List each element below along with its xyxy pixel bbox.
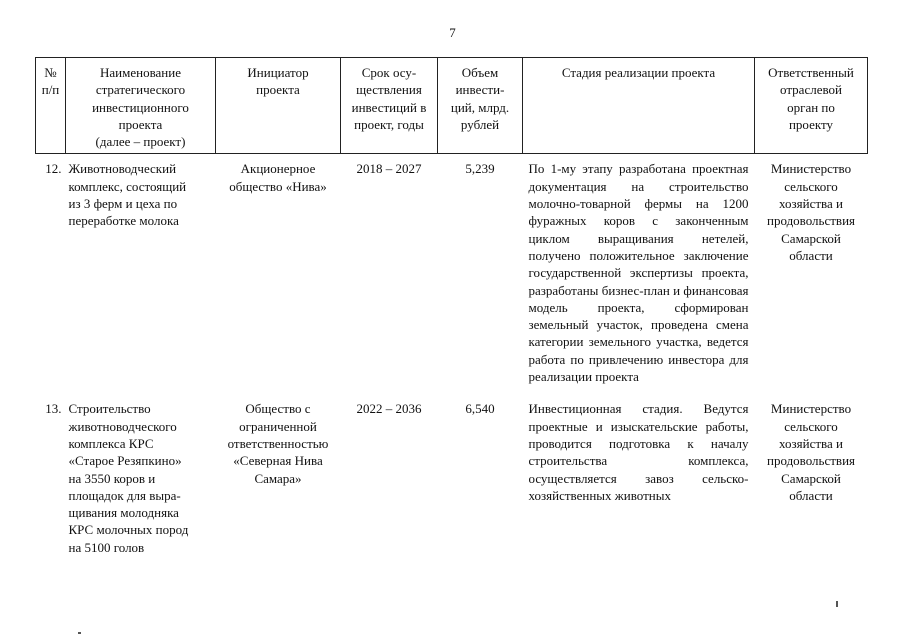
cell-line: Министерство [770, 401, 852, 417]
table-row [36, 154, 868, 400]
cell-line: проекта [118, 116, 163, 132]
project-name [66, 400, 216, 556]
cell-line: области [789, 487, 833, 503]
scan-speck [78, 632, 81, 634]
cell-line: площадок для выра- [68, 487, 181, 503]
row-number: 13. [45, 401, 62, 417]
table-header [36, 58, 868, 154]
cell-line: Стадия реализации проекта [561, 65, 716, 80]
investment-volume: 6,540 [465, 401, 495, 417]
page-number: 7 [449, 25, 456, 40]
cell-line: комплекса КРС [68, 435, 154, 451]
cell-line: комплекс, состоящий [68, 178, 187, 194]
cell-line: рублей [460, 116, 500, 132]
cell-line: животноводческого [68, 418, 177, 434]
table-body [36, 154, 868, 556]
row-number: 12. [45, 161, 62, 177]
cell-line: хозяйства и [779, 435, 843, 451]
cell-line: Строительство [68, 401, 151, 417]
project-name [66, 154, 216, 400]
project-initiator [216, 154, 341, 400]
project-stage-text: По 1-му этапу разработана проектная документация на строительство молочно-товарной фермы на 1200 фуражных коров с законченным циклом выращивания нетелей, получено положительное заключение государственной экспертизы проекта, разработаны бизнес-план и финансовая модель проекта, сформирован земельный участок, проведена смена категории земельного участка, ведется работа по привлечению инвестора для реализации проекта [528, 161, 749, 385]
cell-line: Объем [461, 65, 499, 80]
cell-line: Общество с [245, 401, 311, 417]
header-row [36, 58, 868, 154]
header-number [36, 58, 66, 154]
table-row [36, 400, 868, 556]
cell-line: № [44, 65, 57, 80]
project-initiator [216, 400, 341, 556]
cell-line: Ответственный [768, 65, 854, 80]
cell-line: ответственностью [227, 435, 329, 451]
cell-line: Инициатор [247, 65, 309, 80]
header-stage [523, 58, 755, 154]
cell-line: Самарской [781, 230, 841, 246]
cell-line: Самара» [254, 470, 302, 486]
cell-line: переработке молока [68, 213, 179, 229]
cell-line: Срок осу- [361, 65, 417, 80]
responsible-org [755, 154, 868, 400]
project-stage [523, 400, 755, 556]
cell-line: ществления [356, 82, 422, 98]
cell-line: орган по [787, 99, 835, 115]
cell-line: стратегического [95, 82, 186, 98]
project-stage [523, 154, 755, 400]
cell-line: сельского [784, 418, 838, 434]
scan-speck [836, 601, 838, 607]
cell-line: из 3 ферм и цеха по [68, 196, 178, 212]
investment-projects-table [35, 57, 868, 556]
cell-line: Самарской [781, 470, 841, 486]
cell-line: Животноводческий [68, 161, 177, 177]
cell-line: хозяйства и [779, 196, 843, 212]
cell-line: щивания молодняка [68, 505, 179, 521]
cell-line: продовольствия [766, 213, 856, 229]
cell-line: инвестиционного [92, 99, 189, 115]
cell-line: на 5100 голов [68, 539, 145, 555]
cell-line: (далее – проект) [95, 134, 186, 150]
cell-line: области [789, 247, 833, 263]
responsible-org [755, 400, 868, 556]
header-project-name [66, 58, 216, 154]
cell-line: сельского [784, 178, 838, 194]
cell-line: «Старое Резяпкино» [68, 453, 182, 469]
investment-term: 2018 – 2027 [356, 161, 422, 177]
cell-line: проект, годы [354, 116, 424, 132]
cell-line: Министерство [770, 161, 852, 177]
cell-line: продовольствия [766, 453, 856, 469]
cell-line: Наименование [100, 65, 181, 80]
cell-line: ограниченной [239, 418, 317, 434]
cell-line: п/п [41, 82, 60, 98]
cell-line: отраслевой [780, 82, 842, 98]
cell-line: КРС молочных пород [68, 522, 189, 538]
cell-line: проекта [256, 82, 300, 98]
project-stage-text: Инвестиционная стадия. Ведутся проектные и изыскательские работы, проводится подготовка к началу строительства комплекса, осуществляется завоз сельско-хозяйственных животных [528, 401, 749, 503]
investment-term: 2022 – 2036 [356, 401, 422, 417]
header-initiator [216, 58, 341, 154]
header-responsible-org [755, 58, 868, 154]
cell-line: «Северная Нива [233, 453, 323, 469]
cell-line: ций, млрд. [450, 99, 510, 115]
header-term [341, 58, 438, 154]
cell-line: общество «Нива» [229, 178, 327, 194]
cell-line: инвестиций в [351, 99, 427, 115]
investment-volume: 5,239 [465, 161, 495, 177]
cell-line: проекту [788, 116, 834, 132]
cell-line: Акционерное [240, 161, 316, 177]
header-volume [438, 58, 523, 154]
cell-line: инвести- [455, 82, 505, 98]
cell-line: на 3550 коров и [68, 470, 156, 486]
